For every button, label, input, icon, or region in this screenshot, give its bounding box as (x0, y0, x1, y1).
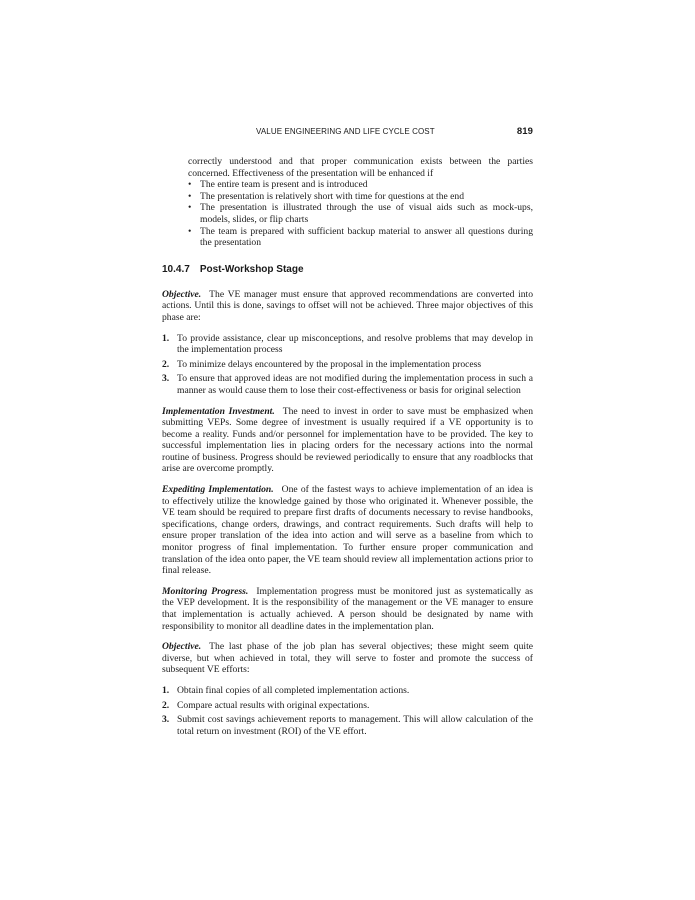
numbered-item (162, 700, 533, 712)
item-text: To provide assistance, clear up misconceptions, and resolve problems that may develop in the implementation process (177, 332, 533, 356)
run-in-heading: Implementation Investment. (162, 405, 275, 417)
run-in-heading: Expediting Implementation. (162, 484, 274, 496)
objective-paragraph (162, 289, 533, 324)
numbered-item (162, 333, 533, 356)
item-number: 3. (162, 373, 170, 385)
objective-paragraph (162, 641, 533, 676)
paragraph-text: Implementation progress must be monitored just as systematically as the VEP development. It is the responsibility of the management or the VE manager to ensure that implementation is actually achieved. A person should be designated by name with responsibility to monitor all deadline dates in the implementation plan. (162, 585, 533, 632)
item-text: To minimize delays encountered by the proposal in the implementation process (177, 358, 482, 370)
final-objective-numbered-list (162, 685, 533, 737)
running-head-title: VALUE ENGINEERING AND LIFE CYCLE COST (256, 127, 435, 136)
item-text: Compare actual results with original expectations. (177, 699, 370, 711)
item-number: 1. (162, 684, 170, 696)
page-content (162, 156, 533, 746)
paragraph-text: The VE manager must ensure that approved recommendations are converted into actions. Until this is done, savings to offset will not be achieved. Three major objectives of this phase are: (162, 288, 533, 323)
section-heading (162, 264, 533, 276)
intro-paragraph: correctly understood and that proper communication exists between the parties concerned. Effectiveness of the presentation will be enhanced if (188, 156, 533, 179)
item-number: 3. (162, 714, 170, 726)
bullet-item: • The presentation is relatively short with time for questions at the end (188, 191, 533, 203)
item-text: Submit cost savings achievement reports to management. This will allow calculation of the total return on investment (ROI) of the VE effort. (177, 714, 533, 737)
paragraph-text: The need to invest in order to save must be emphasized when submitting VEPs. Some degree of investment is usually required if a VE opportunity is to become a reality. Funds and/or personnel for implementation have to be provided. The key to successful implementation lies in placing orders for the necessary actions into the normal routine of business. Progress should be reviewed periodically to ensure that any roadblocks that arise are overcome promptly. (162, 405, 533, 475)
section-title: Post-Workshop Stage (199, 263, 304, 275)
bullet-item: • The entire team is present and is introduced (188, 179, 533, 191)
item-number: 2. (162, 358, 170, 370)
running-head (162, 127, 533, 139)
paragraph-text: The last phase of the job plan has several objectives; these might seem quite diverse, but when achieved in total, they will serve to foster and promote the success of subsequent VE efforts: (162, 641, 533, 676)
numbered-item (162, 373, 533, 396)
monitoring-progress-paragraph (162, 586, 533, 632)
page-number: 819 (516, 126, 533, 137)
section-number: 10.4.7 (162, 263, 190, 275)
item-text: To ensure that approved ideas are not modified during the implementation process in such a manner as would cause them to lose their cost-effectiveness or basis for original selection (177, 373, 533, 396)
intro-bullet-list (162, 179, 533, 249)
numbered-item (162, 685, 533, 697)
bullet-item: • The presentation is illustrated through the use of visual aids such as mock-ups, models, slides, or flip charts (188, 202, 533, 225)
expediting-implementation-paragraph (162, 484, 533, 577)
run-in-heading: Objective. (162, 641, 202, 653)
numbered-item (162, 714, 533, 737)
numbered-item (162, 359, 533, 371)
paragraph-text: One of the fastest ways to achieve implementation of an idea is to effectively utilize the knowledge gained by those who originated it. Whenever possible, the VE team should be required to prepare first drafts of documents necessary to revise handbooks, specifications, change orders, drawings, and contract requirements. Such drafts will help to ensure proper translation of the idea into action and will serve as a baseline from which to monitor progress of final implementation. To further ensure proper communication and translation of the idea onto paper, the VE team should review all implementation actions prior to final release. (162, 484, 534, 577)
run-in-heading: Objective. (162, 288, 202, 300)
item-text: Obtain final copies of all completed implementation actions. (177, 684, 410, 696)
item-number: 2. (162, 699, 170, 711)
run-in-heading: Monitoring Progress. (162, 585, 249, 597)
intro-block (162, 156, 533, 179)
implementation-investment-paragraph (162, 406, 533, 476)
objective-numbered-list (162, 333, 533, 397)
bullet-item: • The team is prepared with sufficient backup material to answer all questions during the presentation (188, 226, 533, 249)
item-number: 1. (162, 332, 170, 344)
